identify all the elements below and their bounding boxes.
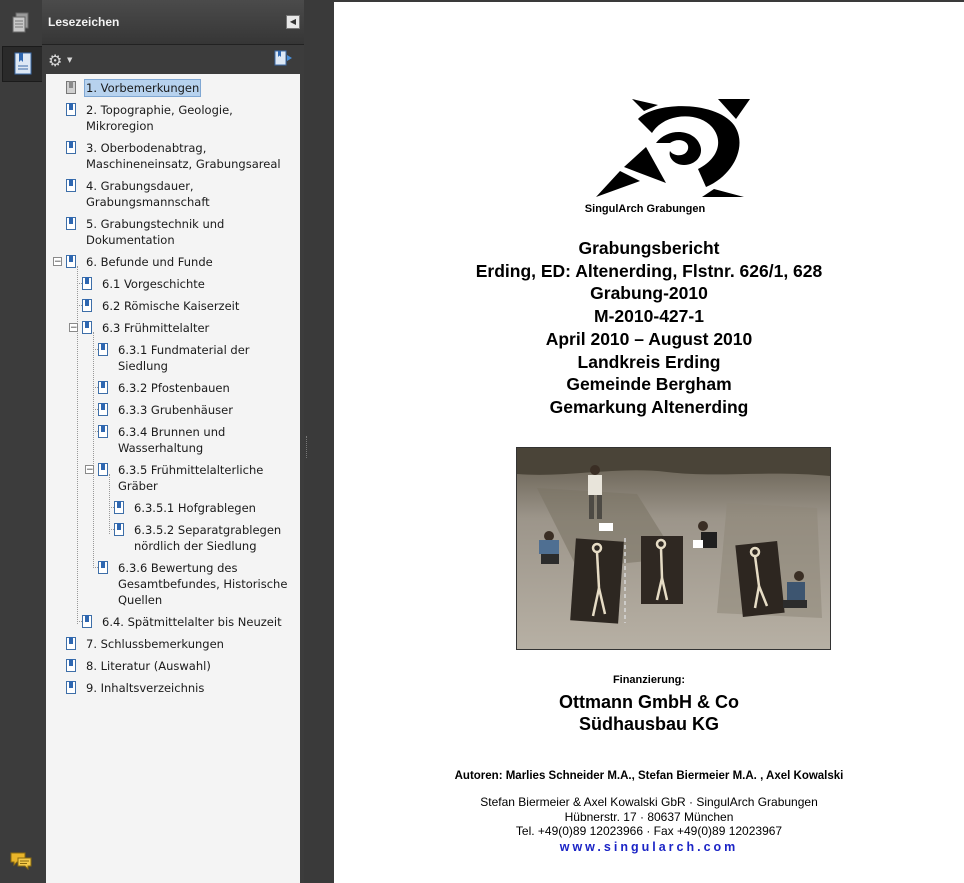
- website-link[interactable]: www.singularch.com: [559, 840, 739, 854]
- panel-header: [42, 0, 304, 45]
- sponsors: [334, 691, 964, 735]
- bookmark-icon: [66, 141, 76, 154]
- collapse-panel-button[interactable]: ◀: [286, 15, 300, 29]
- bookmark-tree: − − − 1. Vorbemerkungen 2. Topographie, Geologie, Mikroregion 3. Oberbodenabtrag, Maschineneinsatz, Grabungsareal 4. Grabungsdauer, Grabungsmannschaft 5. Grabungstechnik und Dokumentation 6. Befunde und Funde 6.1 Vorgeschichte 6.2 Römische Kaiserzeit 6.3 Frühmittelalter 6.3.1 Fundmaterial der Siedlung 6.3.2 Pfostenbauen 6.3.3 Grubenhäuser 6.3.4 Brunnen und Wasserhaltung 6.3.5 Frühmittelalterliche Gräber 6.3.5.1 Hofgrablegen 6.3.5.2 Separatgrablegen nördlich der Siedlung 6.3.6 Bewertung des Gesamtbefundes, Historische Quellen 6.4. Spätmittelalter bis Neuzeit 7. Schlussbemerkungen 8. Literatur (Auswahl) 9. Inhaltsverzeichnis: [46, 74, 300, 883]
- title-line: Grabung-2010: [590, 283, 708, 304]
- financing-label: Finanzierung:: [612, 674, 686, 686]
- title-line: Gemeinde Bergham: [566, 374, 732, 395]
- expand-bookmark-icon[interactable]: [274, 50, 294, 70]
- bookmark-icon: [114, 501, 124, 514]
- pages-icon[interactable]: [4, 6, 38, 40]
- sponsor-line: Südhausbau KG: [578, 714, 719, 734]
- collapse-toggle-6-3[interactable]: −: [70, 323, 78, 333]
- bookmark-icon: [98, 403, 108, 416]
- bookmark-icon: [66, 81, 76, 94]
- bookmark-icon: [66, 659, 76, 672]
- contact-block: [334, 795, 964, 839]
- title-line: Erding, ED: Altenerding, Flstnr. 626/1, 628: [475, 260, 823, 281]
- tree-line: [93, 332, 94, 568]
- panel-title: Lesezeichen: [48, 15, 120, 29]
- bookmarks-panel: [42, 0, 304, 883]
- contact-line: Stefan Biermeier & Axel Kowalski GbR · SingulArch Grabungen: [480, 795, 818, 809]
- bookmarks-panel-icon[interactable]: [2, 46, 43, 82]
- contact-line: Hübnerstr. 17 · 80637 München: [564, 809, 734, 824]
- bookmark-icon: [114, 523, 124, 536]
- gear-icon[interactable]: ⚙: [48, 51, 63, 70]
- bookmark-icon: [98, 463, 108, 476]
- bookmark-icon: [66, 255, 76, 268]
- bookmark-icon: [82, 299, 92, 312]
- document-page: [334, 2, 964, 883]
- bookmark-icon: [82, 277, 92, 290]
- bookmark-icon: [98, 381, 108, 394]
- collapse-toggle-6[interactable]: −: [54, 257, 62, 267]
- singularch-logo: [594, 97, 754, 199]
- tree-line: [109, 474, 110, 534]
- tree-line: [77, 266, 78, 624]
- bookmark-icon: [98, 425, 108, 438]
- title-line: April 2010 – August 2010: [545, 328, 753, 349]
- bookmark-icon: [66, 637, 76, 650]
- title-line: Grabungsbericht: [578, 238, 720, 258]
- bookmark-icon: [98, 561, 108, 574]
- panel-toolbar: [42, 45, 304, 73]
- excavation-photo: [516, 447, 831, 650]
- bookmark-icon: [98, 343, 108, 356]
- sponsor-line: Ottmann GmbH & Co: [559, 692, 739, 712]
- navigation-rail: [0, 0, 43, 883]
- bookmark-icon: [66, 681, 76, 694]
- logo-caption: SingulArch Grabungen: [584, 203, 706, 215]
- contact-line: Tel. +49(0)89 12023966 · Fax +49(0)89 12023967: [515, 824, 783, 838]
- bookmark-icon: [66, 179, 76, 192]
- panel-splitter[interactable]: [304, 0, 334, 883]
- bookmark-icon: [66, 217, 76, 230]
- title-line: Gemarkung Altenerding: [549, 396, 749, 417]
- title-line: M-2010-427-1: [594, 306, 704, 327]
- bookmark-icon: [82, 321, 92, 334]
- chevron-down-icon[interactable]: ▼: [67, 56, 73, 64]
- title-line: Landkreis Erding: [577, 351, 721, 372]
- collapse-toggle-6-3-5[interactable]: −: [86, 465, 94, 475]
- splitter-grip[interactable]: [306, 436, 310, 458]
- comments-icon[interactable]: [4, 844, 38, 878]
- report-title: [334, 237, 964, 419]
- bookmark-icon: [82, 615, 92, 628]
- authors: Autoren: Marlies Schneider M.A., Stefan Biermeier M.A. , Axel Kowalski: [454, 770, 844, 782]
- bookmark-icon: [66, 103, 76, 116]
